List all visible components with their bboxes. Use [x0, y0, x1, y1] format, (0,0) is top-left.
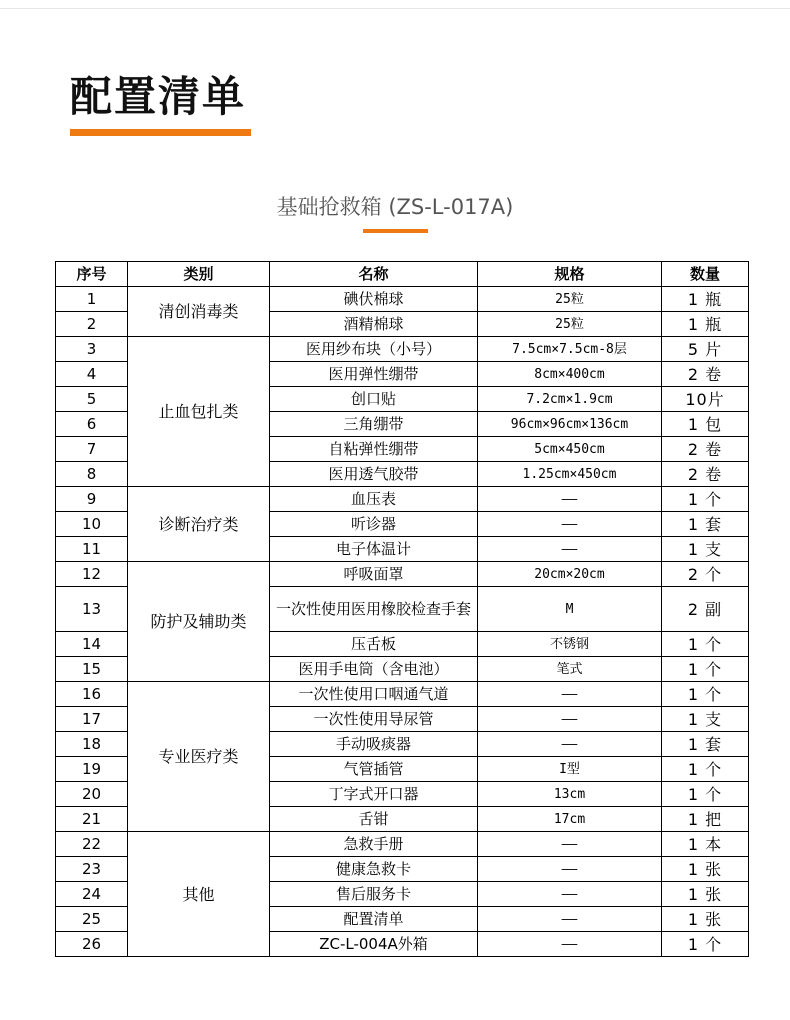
item-qty: 1 本 [662, 832, 749, 857]
item-spec: 5cm×450cm [478, 437, 662, 462]
item-spec: 7.2cm×1.9cm [478, 387, 662, 412]
title-underline [70, 129, 251, 136]
item-spec: —— [478, 832, 662, 857]
item-name: 医用透气胶带 [270, 462, 478, 487]
item-name: 自粘弹性绷带 [270, 437, 478, 462]
item-name: 听诊器 [270, 512, 478, 537]
row-no: 22 [56, 832, 128, 857]
item-qty: 1 个 [662, 757, 749, 782]
item-name: 医用手电筒（含电池） [270, 657, 478, 682]
item-spec: 96cm×96cm×136cm [478, 412, 662, 437]
row-no: 14 [56, 632, 128, 657]
row-no: 9 [56, 487, 128, 512]
category-cell: 专业医疗类 [128, 682, 270, 832]
row-no: 18 [56, 732, 128, 757]
item-name: 医用弹性绷带 [270, 362, 478, 387]
item-spec: 25粒 [478, 312, 662, 337]
table-row [56, 487, 749, 512]
item-spec: 8cm×400cm [478, 362, 662, 387]
item-spec: 13cm [478, 782, 662, 807]
header-no: 序号 [56, 262, 128, 287]
row-no: 12 [56, 562, 128, 587]
item-name: 一次性使用医用橡胶检查手套 [270, 587, 478, 632]
item-spec: 不锈钢 [478, 632, 662, 657]
category-cell: 止血包扎类 [128, 337, 270, 487]
item-spec: —— [478, 707, 662, 732]
table-header-row [56, 262, 749, 287]
row-no: 20 [56, 782, 128, 807]
item-qty: 1 个 [662, 782, 749, 807]
item-name: 急救手册 [270, 832, 478, 857]
table-row [56, 682, 749, 707]
kit-subtitle: 基础抢救箱 (ZS-L-017A) [276, 195, 514, 219]
item-qty: 1 张 [662, 882, 749, 907]
item-qty: 1 个 [662, 932, 749, 957]
row-no: 8 [56, 462, 128, 487]
item-name: 一次性使用导尿管 [270, 707, 478, 732]
item-spec: —— [478, 907, 662, 932]
item-qty: 1 支 [662, 537, 749, 562]
item-spec: —— [478, 857, 662, 882]
item-spec: M [478, 587, 662, 632]
row-no: 11 [56, 537, 128, 562]
page-title: 配置清单 [70, 72, 247, 121]
item-qty: 1 包 [662, 412, 749, 437]
table-row [56, 287, 749, 312]
row-no: 19 [56, 757, 128, 782]
row-no: 26 [56, 932, 128, 957]
item-name: 压舌板 [270, 632, 478, 657]
category-cell: 诊断治疗类 [128, 487, 270, 562]
item-name: 一次性使用口咽通气道 [270, 682, 478, 707]
item-name: 碘伏棉球 [270, 287, 478, 312]
category-cell: 清创消毒类 [128, 287, 270, 337]
row-no: 10 [56, 512, 128, 537]
row-no: 21 [56, 807, 128, 832]
item-spec: 25粒 [478, 287, 662, 312]
category-cell: 其他 [128, 832, 270, 957]
item-name: 电子体温计 [270, 537, 478, 562]
header-category: 类别 [128, 262, 270, 287]
item-qty: 1 个 [662, 487, 749, 512]
item-spec: —— [478, 682, 662, 707]
table-row [56, 337, 749, 362]
row-no: 17 [56, 707, 128, 732]
item-qty: 10片 [662, 387, 749, 412]
item-qty: 2 卷 [662, 437, 749, 462]
item-qty: 1 个 [662, 632, 749, 657]
item-spec: 20cm×20cm [478, 562, 662, 587]
row-no: 3 [56, 337, 128, 362]
category-cell: 防护及辅助类 [128, 562, 270, 682]
item-qty: 1 张 [662, 907, 749, 932]
item-qty: 2 卷 [662, 362, 749, 387]
row-no: 15 [56, 657, 128, 682]
table-row [56, 832, 749, 857]
item-qty: 2 副 [662, 587, 749, 632]
config-table [55, 261, 749, 957]
subtitle-underline [363, 229, 428, 233]
item-spec: I型 [478, 757, 662, 782]
header-name: 名称 [270, 262, 478, 287]
item-spec: —— [478, 932, 662, 957]
item-name: 气管插管 [270, 757, 478, 782]
row-no: 7 [56, 437, 128, 462]
item-spec: —— [478, 512, 662, 537]
item-qty: 1 瓶 [662, 287, 749, 312]
item-name: 呼吸面罩 [270, 562, 478, 587]
item-spec: 1.25cm×450cm [478, 462, 662, 487]
item-name: 售后服务卡 [270, 882, 478, 907]
item-name: 丁字式开口器 [270, 782, 478, 807]
item-name: 配置清单 [270, 907, 478, 932]
item-qty: 1 支 [662, 707, 749, 732]
row-no: 5 [56, 387, 128, 412]
item-spec: —— [478, 537, 662, 562]
item-name: 舌钳 [270, 807, 478, 832]
item-qty: 2 卷 [662, 462, 749, 487]
item-spec: 7.5cm×7.5cm-8层 [478, 337, 662, 362]
item-name: 手动吸痰器 [270, 732, 478, 757]
row-no: 6 [56, 412, 128, 437]
row-no: 4 [56, 362, 128, 387]
row-no: 23 [56, 857, 128, 882]
item-name: 医用纱布块（小号） [270, 337, 478, 362]
item-spec: —— [478, 732, 662, 757]
item-spec: 17cm [478, 807, 662, 832]
item-qty: 1 把 [662, 807, 749, 832]
item-qty: 1 个 [662, 682, 749, 707]
header-qty: 数量 [662, 262, 749, 287]
row-no: 24 [56, 882, 128, 907]
item-qty: 1 瓶 [662, 312, 749, 337]
item-name: 创口贴 [270, 387, 478, 412]
item-spec: 笔式 [478, 657, 662, 682]
header-spec: 规格 [478, 262, 662, 287]
row-no: 13 [56, 587, 128, 632]
item-name: 健康急救卡 [270, 857, 478, 882]
item-qty: 1 个 [662, 657, 749, 682]
item-qty: 1 张 [662, 857, 749, 882]
item-spec: —— [478, 882, 662, 907]
item-name: 血压表 [270, 487, 478, 512]
item-qty: 1 套 [662, 732, 749, 757]
table-row [56, 562, 749, 587]
item-name: 酒精棉球 [270, 312, 478, 337]
top-divider [0, 8, 790, 9]
item-qty: 1 套 [662, 512, 749, 537]
item-name: ZC-L-004A外箱 [270, 932, 478, 957]
item-spec: —— [478, 487, 662, 512]
row-no: 16 [56, 682, 128, 707]
row-no: 25 [56, 907, 128, 932]
item-qty: 2 个 [662, 562, 749, 587]
row-no: 1 [56, 287, 128, 312]
item-name: 三角绷带 [270, 412, 478, 437]
item-qty: 5 片 [662, 337, 749, 362]
row-no: 2 [56, 312, 128, 337]
